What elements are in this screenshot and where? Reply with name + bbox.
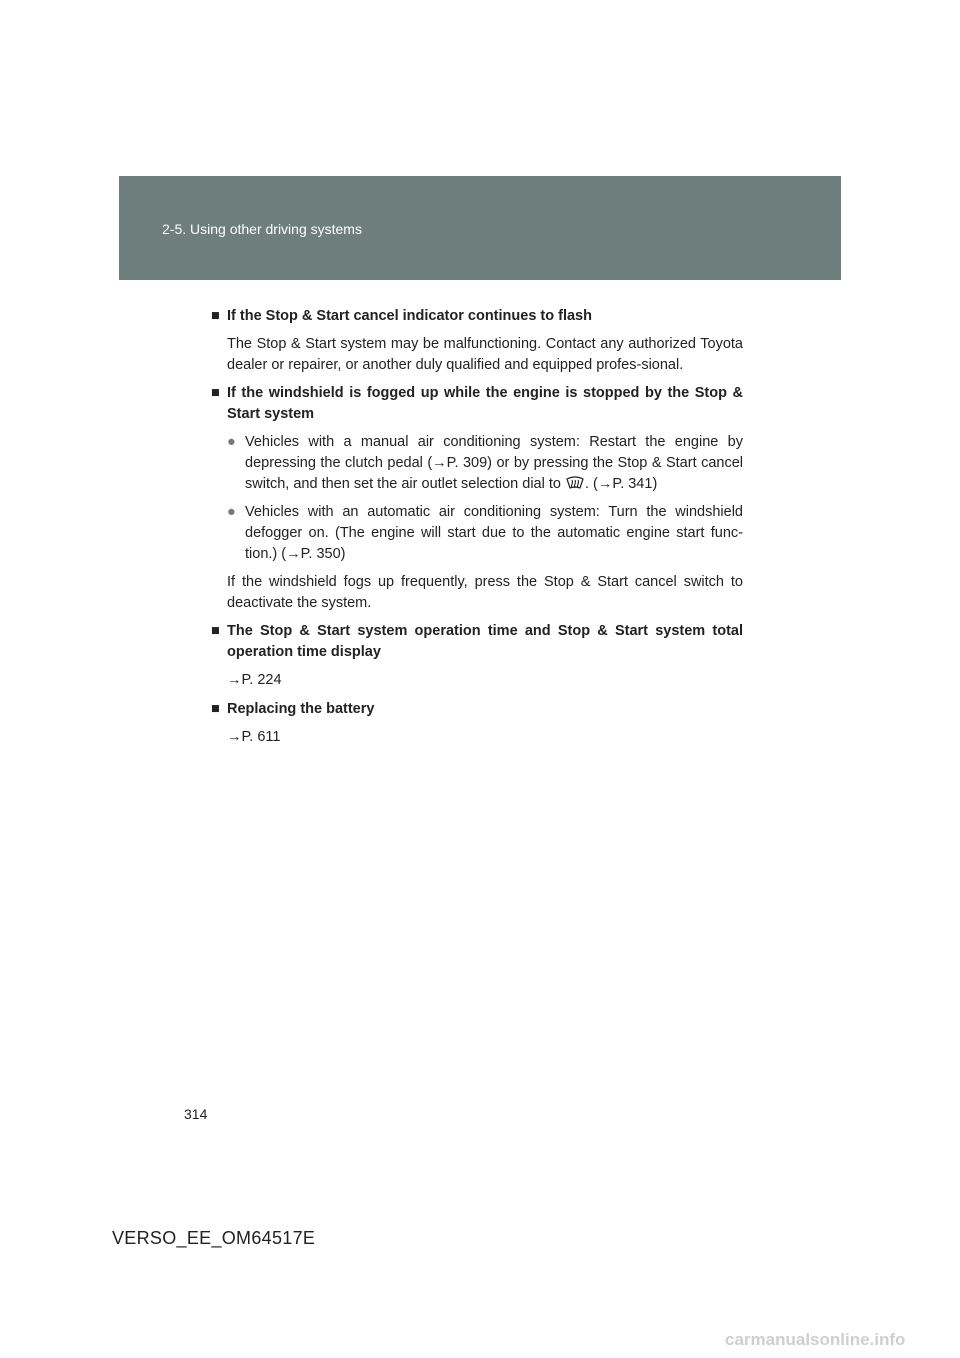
heading-windshield-fogged — [211, 383, 743, 425]
circle-bullet-icon: ● — [227, 504, 236, 520]
watermark: carmanualsonline.info — [725, 1330, 906, 1349]
square-bullet-icon: ■ — [211, 623, 220, 639]
section-title: 2-5. Using other driving systems — [162, 221, 362, 237]
circle-bullet-icon: ● — [227, 434, 236, 450]
bullet-text-part: Vehicles with a manual air conditioning system: Restart the engine by depressing the clutch pedal (→P. 309) or by pressing the Stop & Start cancel switch, and then set the air outlet selection dial to — [245, 434, 743, 492]
square-bullet-icon: ■ — [211, 701, 220, 717]
heading-replacing-battery — [211, 699, 743, 720]
bullet-text: Vehicles with an automatic air conditioning system: Turn the windshield defogger on. (The engine will start due to the automatic engine start func-tion.) (→P. 350) — [245, 504, 743, 562]
page-reference: →P. 611 — [227, 729, 281, 745]
defroster-icon — [565, 476, 585, 490]
heading-text: If the Stop & Start cancel indicator continues to flash — [227, 308, 592, 324]
paragraph: If the windshield fogs up frequently, press the Stop & Start cancel switch to deactivate the system. — [227, 574, 743, 611]
document-code: VERSO_EE_OM64517E — [112, 1228, 316, 1248]
content — [211, 306, 743, 756]
page-number: 314 — [184, 1106, 208, 1122]
heading-text: If the windshield is fogged up while the engine is stopped by the Stop & Start system — [227, 385, 743, 422]
square-bullet-icon: ■ — [211, 385, 220, 401]
heading-operation-time — [211, 621, 743, 663]
paragraph: The Stop & Start system may be malfunctioning. Contact any authorized Toyota dealer or repairer, or another duly qualified and equipped profes-sional. — [227, 336, 743, 373]
bullet-text-part: . (→P. 341) — [585, 476, 658, 492]
bullet-text — [245, 432, 743, 495]
bullet-manual-ac — [211, 432, 743, 495]
header-band — [119, 176, 841, 280]
heading-text: The Stop & Start system operation time and Stop & Start system total operation time display — [227, 623, 743, 660]
square-bullet-icon: ■ — [211, 308, 220, 324]
heading-cancel-indicator — [211, 306, 743, 327]
heading-text: Replacing the battery — [227, 701, 375, 717]
page-reference: →P. 224 — [227, 672, 282, 688]
bullet-automatic-ac — [211, 502, 743, 565]
